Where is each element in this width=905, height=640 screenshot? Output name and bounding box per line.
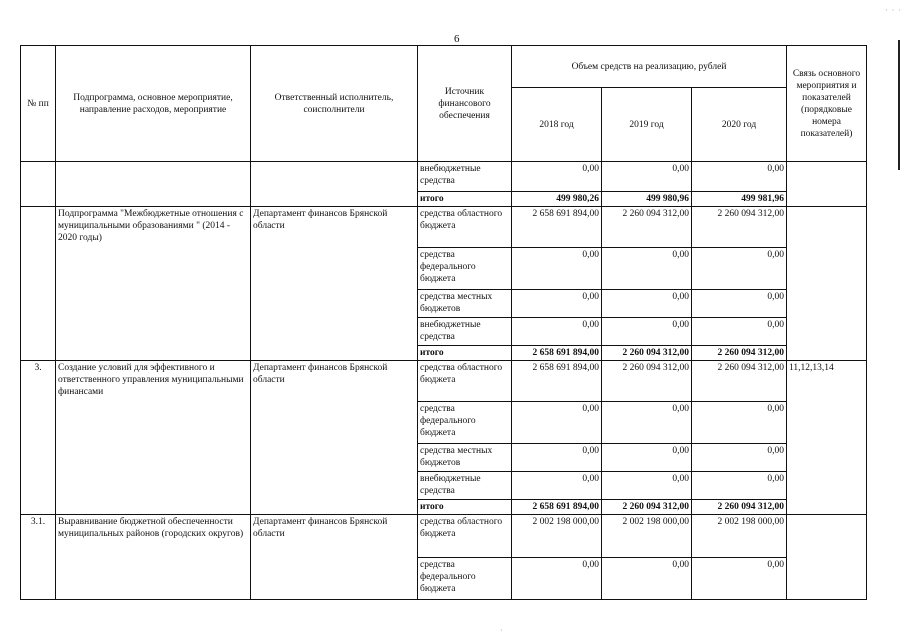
cell-2019: 0,00 [602, 162, 692, 192]
cell-2020: 499 981,96 [692, 192, 787, 207]
cell-source: средства областного бюджета [418, 515, 512, 558]
cell-2019: 2 260 094 312,00 [602, 346, 692, 361]
cell-2018: 0,00 [512, 318, 602, 346]
cell-2020: 2 260 094 312,00 [692, 500, 787, 515]
cell-source: итого [418, 192, 512, 207]
cell-2018: 0,00 [512, 472, 602, 500]
cell-2020: 0,00 [692, 248, 787, 290]
header-source: Источник финансового обеспечения [418, 46, 512, 162]
table-row [21, 515, 867, 558]
cell-2019: 2 002 198 000,00 [602, 515, 692, 558]
cell-2019: 2 260 094 312,00 [602, 207, 692, 248]
cell-2018: 0,00 [512, 248, 602, 290]
budget-table [20, 45, 867, 600]
cell-2018: 2 658 691 894,00 [512, 500, 602, 515]
header-year-2020: 2020 год [692, 88, 787, 162]
header-link: Связь основного мероприятия и показателей (порядковые номера показателей) [787, 46, 867, 162]
cell-2020: 2 260 094 312,00 [692, 207, 787, 248]
cell-2018: 0,00 [512, 558, 602, 600]
cell-source: средства областного бюджета [418, 361, 512, 402]
cell-2018: 0,00 [512, 162, 602, 192]
cell-2019: 0,00 [602, 472, 692, 500]
cell-2018: 499 980,26 [512, 192, 602, 207]
cell-2019: 0,00 [602, 318, 692, 346]
cell-2020: 0,00 [692, 444, 787, 472]
header-program: Подпрограмма, основное мероприятие, направление расходов, мероприятие [56, 46, 251, 162]
header-year-2018: 2018 год [512, 88, 602, 162]
cell-executor [251, 162, 418, 207]
header-volume: Объем средств на реализацию, рублей [512, 46, 787, 88]
table-row [21, 207, 867, 248]
cell-program: Создание условий для эффективного и ответственного управления муниципальными финансами [56, 361, 251, 515]
table-row [21, 162, 867, 192]
cell-2020: 0,00 [692, 290, 787, 318]
cell-2019: 2 260 094 312,00 [602, 361, 692, 402]
page-number: 6 [454, 33, 460, 45]
cell-num: 3. [21, 361, 56, 515]
cell-source: внебюджетные средства [418, 318, 512, 346]
cell-executor: Департамент финансов Брянской области [251, 515, 418, 600]
cell-num [21, 162, 56, 207]
cell-2020: 0,00 [692, 318, 787, 346]
cell-2019: 0,00 [602, 248, 692, 290]
cell-2018: 0,00 [512, 290, 602, 318]
cell-2019: 0,00 [602, 290, 692, 318]
cell-2020: 2 002 198 000,00 [692, 515, 787, 558]
cell-2020: 0,00 [692, 162, 787, 192]
cell-2019: 0,00 [602, 558, 692, 600]
cell-executor: Департамент финансов Брянской области [251, 207, 418, 361]
cell-program: Выравнивание бюджетной обеспеченности муниципальных районов (городских округов) [56, 515, 251, 600]
cell-2018: 2 658 691 894,00 [512, 361, 602, 402]
cell-num: 3.1. [21, 515, 56, 600]
header-num: № пп [21, 46, 56, 162]
cell-source: средства местных бюджетов [418, 444, 512, 472]
table-row [21, 361, 867, 402]
cell-2018: 0,00 [512, 402, 602, 444]
cell-2020: 0,00 [692, 472, 787, 500]
cell-source: внебюджетные средства [418, 162, 512, 192]
header-year-2019: 2019 год [602, 88, 692, 162]
cell-link [787, 162, 867, 207]
cell-2018: 2 658 691 894,00 [512, 346, 602, 361]
cell-source: итого [418, 346, 512, 361]
scan-dots-bottom: · [500, 626, 503, 635]
cell-2019: 499 980,96 [602, 192, 692, 207]
scan-dots-top: · · · [885, 6, 902, 15]
cell-2020: 0,00 [692, 558, 787, 600]
cell-program: Подпрограмма "Межбюджетные отношения с муниципальными образованиями " (2014 - 2020 годы) [56, 207, 251, 361]
cell-program [56, 162, 251, 207]
cell-source: внебюджетные средства [418, 472, 512, 500]
cell-2019: 0,00 [602, 444, 692, 472]
cell-source: итого [418, 500, 512, 515]
header-row-1 [21, 46, 867, 88]
cell-2018: 0,00 [512, 444, 602, 472]
cell-2020: 2 260 094 312,00 [692, 346, 787, 361]
cell-source: средства федерального бюджета [418, 248, 512, 290]
cell-2020: 2 260 094 312,00 [692, 361, 787, 402]
cell-2019: 0,00 [602, 402, 692, 444]
cell-source: средства местных бюджетов [418, 290, 512, 318]
cell-2018: 2 002 198 000,00 [512, 515, 602, 558]
header-executor: Ответственный исполнитель, соисполнители [251, 46, 418, 162]
cell-2020: 0,00 [692, 402, 787, 444]
cell-link [787, 207, 867, 361]
scan-edge-line [898, 40, 900, 170]
cell-executor: Департамент финансов Брянской области [251, 361, 418, 515]
cell-2019: 2 260 094 312,00 [602, 500, 692, 515]
cell-source: средства областного бюджета [418, 207, 512, 248]
cell-link: 11,12,13,14 [787, 361, 867, 515]
cell-source: средства федерального бюджета [418, 402, 512, 444]
cell-source: средства федерального бюджета [418, 558, 512, 600]
cell-link [787, 515, 867, 600]
cell-2018: 2 658 691 894,00 [512, 207, 602, 248]
cell-num [21, 207, 56, 361]
